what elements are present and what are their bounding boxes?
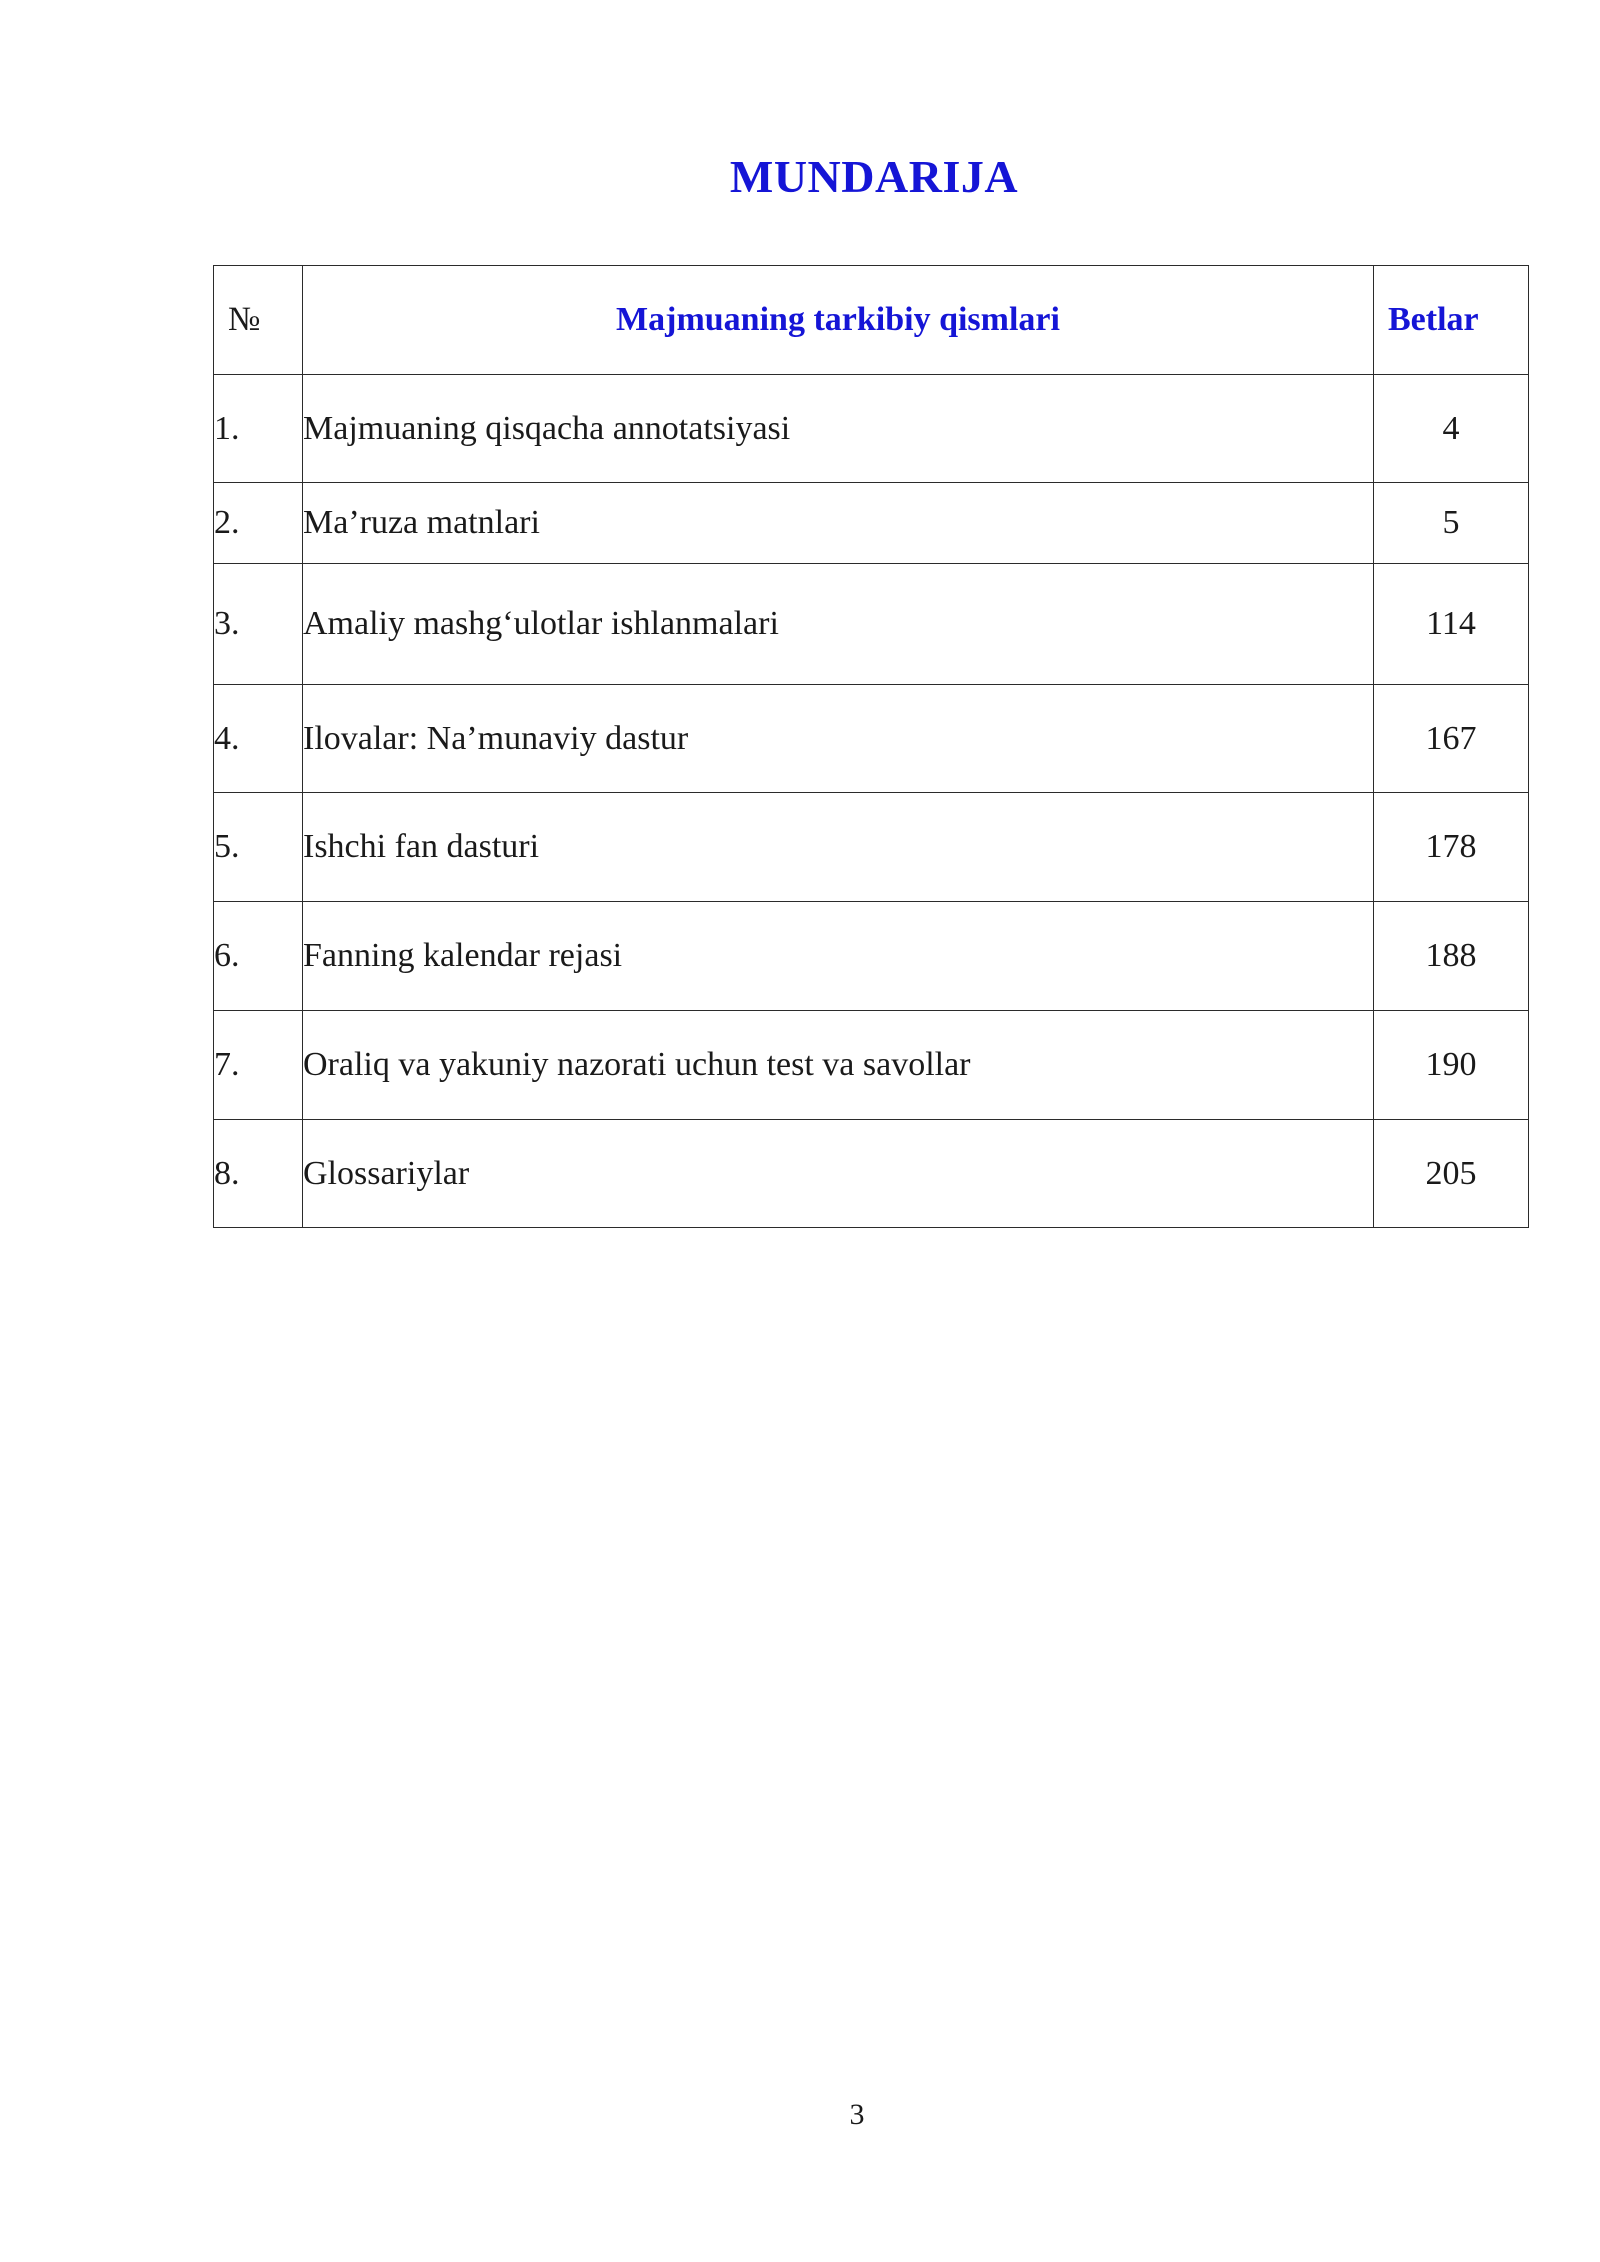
row-page: 205: [1374, 1120, 1529, 1228]
row-page: 178: [1374, 793, 1529, 902]
row-number: 1.: [214, 375, 303, 483]
row-page: 4: [1374, 375, 1529, 483]
row-page: 188: [1374, 902, 1529, 1011]
page-title: MUNDARIJA: [729, 151, 1019, 202]
table-header-row: [214, 266, 1529, 375]
header-number: №: [214, 266, 303, 375]
row-section: Glossariylar: [303, 1120, 1374, 1228]
row-section: Ilovalar: Na’munaviy dastur: [303, 685, 1374, 793]
table-row: [214, 375, 1529, 483]
table-row: [214, 902, 1529, 1011]
table-of-contents: [213, 265, 1529, 1228]
table-row: [214, 564, 1529, 685]
row-number: 8.: [214, 1120, 303, 1228]
row-number: 4.: [214, 685, 303, 793]
row-section: Majmuaning qisqacha annotatsiyasi: [303, 375, 1374, 483]
row-page: 5: [1374, 483, 1529, 564]
row-section: Ma’ruza matnlari: [303, 483, 1374, 564]
table-row: [214, 685, 1529, 793]
row-section: Amaliy mashg‘ulotlar ishlanmalari: [303, 564, 1374, 685]
row-section: Ishchi fan dasturi: [303, 793, 1374, 902]
table-row: [214, 483, 1529, 564]
row-page: 114: [1374, 564, 1529, 685]
page-number: 3: [849, 2098, 865, 2131]
row-page: 190: [1374, 1011, 1529, 1120]
row-section: Fanning kalendar rejasi: [303, 902, 1374, 1011]
row-number: 2.: [214, 483, 303, 564]
table-row: [214, 793, 1529, 902]
row-number: 5.: [214, 793, 303, 902]
header-pages: Betlar: [1374, 266, 1529, 375]
row-number: 7.: [214, 1011, 303, 1120]
row-page: 167: [1374, 685, 1529, 793]
row-number: 3.: [214, 564, 303, 685]
row-section: Oraliq va yakuniy nazorati uchun test va savollar: [303, 1011, 1374, 1120]
row-number: 6.: [214, 902, 303, 1011]
header-section: Majmuaning tarkibiy qismlari: [303, 266, 1374, 375]
table-row: [214, 1120, 1529, 1228]
table-row: [214, 1011, 1529, 1120]
